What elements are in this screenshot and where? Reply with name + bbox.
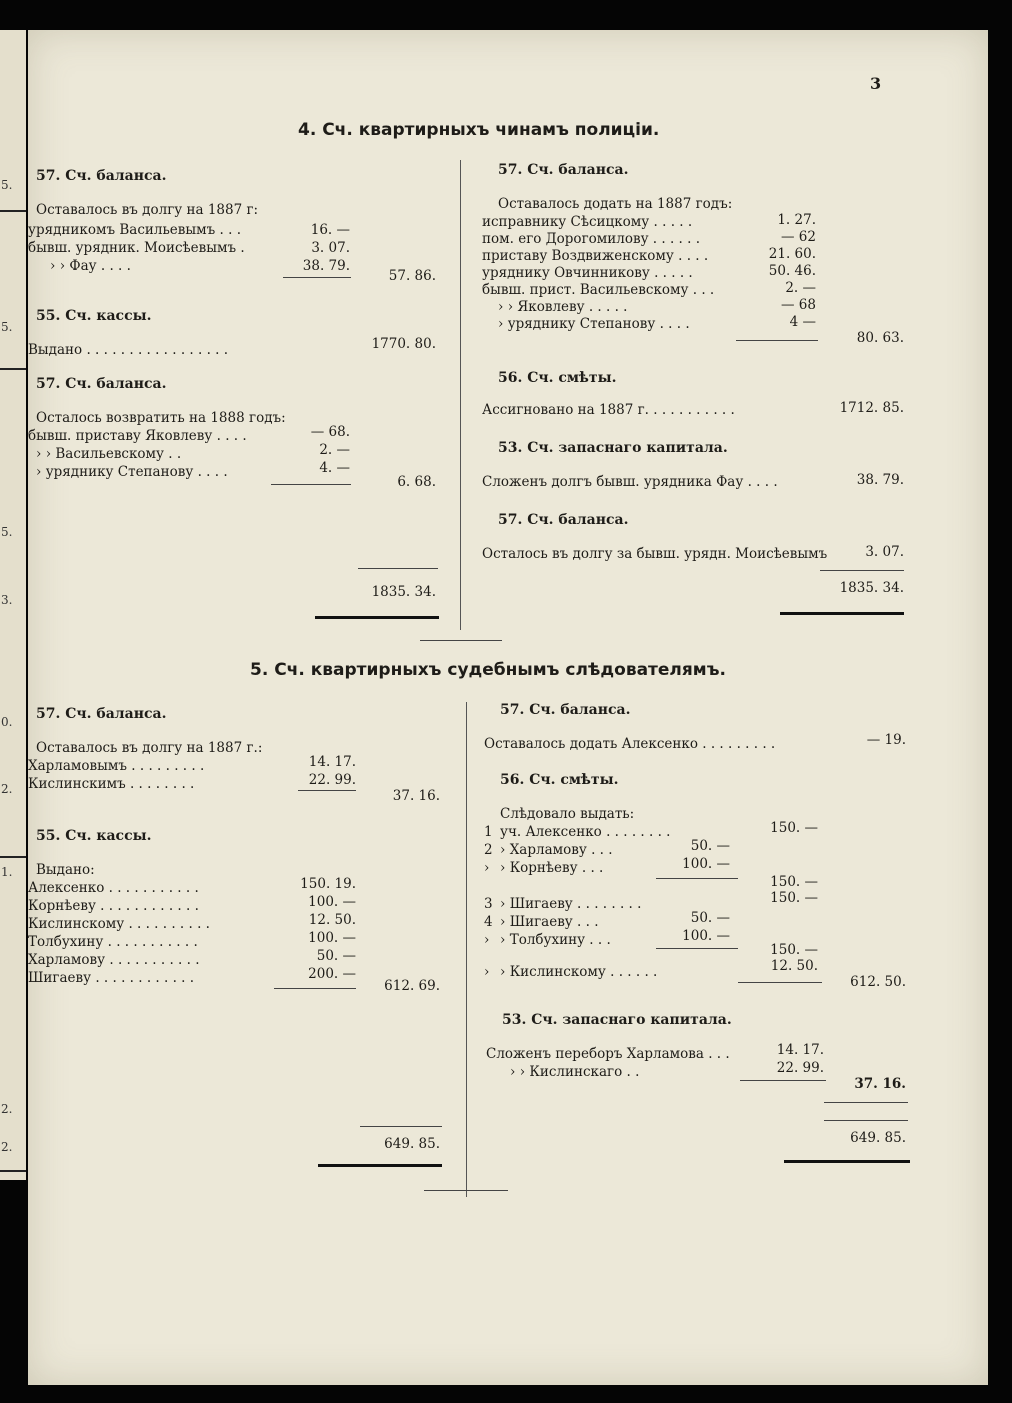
s5-right-b2-row-num: ›	[484, 964, 490, 980]
previous-page-edge	[0, 30, 26, 1180]
s4-right-b1-row-label: исправнику Сѣсицкому . . . . .	[482, 214, 693, 230]
s4-right-b1-row-value: 50. 46.	[768, 263, 816, 279]
s5-right-b1-label: Оставалось додать Алексенко . . . . . . . . .	[484, 736, 776, 752]
s5-left-b2-total: 612. 69.	[384, 978, 440, 994]
s5-right-b3-row-label: Сложенъ переборъ Харламова . . .	[486, 1046, 730, 1062]
s5-right-b2-row-sub: 50. —	[690, 910, 730, 926]
s5-left-b2-intro: Выдано:	[36, 862, 95, 878]
s4-right-b1-row-label: приставу Воздвиженскому . . . .	[482, 248, 709, 264]
s5-left-b2-row-label: Шигаеву . . . . . . . . . . . .	[28, 970, 195, 986]
s5-left-b1-total: 37. 16.	[392, 788, 440, 804]
s4-right-b1-row-value: 1. 27.	[777, 212, 816, 228]
margin-number: 0.	[1, 715, 13, 729]
s5-left-b1-row-value: 22. 99.	[308, 772, 356, 788]
s4-left-b1-row-value: 38. 79.	[302, 258, 350, 274]
s4-right-b1-heading: 57. Сч. баланса.	[498, 162, 629, 178]
s4-left-b1-heading: 57. Сч. баланса.	[36, 168, 167, 184]
s4-right-b2-label: Ассигновано на 1887 г. . . . . . . . . . .	[482, 402, 735, 418]
s4-left-b3-row-value: — 68.	[310, 424, 350, 440]
section-separator	[424, 1190, 508, 1191]
s5-left-b2-row-label: Корнѣеву . . . . . . . . . . . .	[28, 898, 199, 914]
s4-left-b1-row-value: 3. 07.	[311, 240, 350, 256]
s5-left-sum: 649. 85.	[384, 1136, 440, 1152]
document-page	[28, 30, 988, 1385]
s5-left-b2-heading: 55. Сч. кассы.	[36, 828, 152, 844]
s4-left-b3-heading: 57. Сч. баланса.	[36, 376, 167, 392]
s4-right-b1-row-value: 2. —	[785, 280, 816, 296]
s4-left-b1-intro: Оставалось въ долгу на 1887 г:	[36, 202, 259, 218]
s5-right-b2-row-label: › Толбухину . . .	[500, 932, 611, 948]
margin-number: 5.	[1, 525, 13, 539]
s4-left-b3-row-label: бывш. приставу Яковлеву . . . .	[28, 428, 247, 444]
s5-right-b2-row-sub: 100. —	[682, 928, 730, 944]
s4-left-b2-label: Выдано . . . . . . . . . . . . . . . . .	[28, 342, 229, 358]
s4-right-b4-heading: 57. Сч. баланса.	[498, 512, 629, 528]
s4-right-sum: 1835. 34.	[839, 580, 904, 596]
page-number: 3	[870, 74, 882, 93]
margin-number: 1.	[1, 865, 13, 879]
s5-right-b2-row-num: 3	[484, 896, 493, 912]
column-divider	[460, 160, 461, 630]
s5-right-b2-row-num: 1	[484, 824, 493, 840]
s5-left-b2-row-value: 12. 50.	[308, 912, 356, 928]
margin-number: 2.	[1, 1102, 13, 1116]
s5-right-b2-row-num: ›	[484, 860, 490, 876]
s4-right-b1-row-value: 21. 60.	[768, 246, 816, 262]
s4-right-b1-row-value: — 62	[781, 229, 816, 245]
s4-right-b1-row-label: › уряднику Степанову . . . .	[498, 316, 690, 332]
s4-right-b4-label: Осталось въ долгу за бывш. урядн. Моисѣевымъ	[482, 546, 828, 562]
s5-right-b2-row-value: 150. —	[770, 942, 818, 958]
s5-right-b2-row-label: уч. Алексенко . . . . . . . .	[500, 824, 671, 840]
s5-right-b1-total: — 19.	[866, 732, 906, 748]
s5-right-b2-row-num: 2	[484, 842, 493, 858]
s5-right-b2-row-value: 150. —	[770, 820, 818, 836]
s4-right-b1-total: 80. 63.	[856, 330, 904, 346]
s4-right-b1-row-label: пом. его Дорогомилову . . . . . .	[482, 231, 701, 247]
s4-left-b2-total: 1770. 80.	[371, 336, 436, 352]
s5-right-b2-row-value: 150. —	[770, 874, 818, 890]
s5-left-b1-row-label: Кислинскимъ . . . . . . . .	[28, 776, 195, 792]
s4-left-b3-row-label: › › Васильевскому . .	[36, 446, 182, 462]
s4-left-b1-row-label: › › Фау . . . .	[50, 258, 131, 274]
margin-number: 2.	[1, 782, 13, 796]
s5-right-b2-heading: 56. Сч. смѣты.	[500, 772, 619, 788]
s5-left-b2-row-value: 200. —	[308, 966, 356, 982]
s4-left-b3-row-value: 4. —	[319, 460, 350, 476]
s5-right-b2-row-label: › Корнѣеву . . .	[500, 860, 604, 876]
s4-left-b3-intro: Осталось возвратить на 1888 годъ:	[36, 410, 286, 426]
s5-right-b2-intro: Слѣдовало выдать:	[500, 806, 635, 822]
s5-right-b1-heading: 57. Сч. баланса.	[500, 702, 631, 718]
s5-right-b2-row-label: › Шигаеву . . . . . . . .	[500, 896, 642, 912]
s4-left-b3-total: 6. 68.	[397, 474, 436, 490]
s5-right-b2-row-label: › Харламову . . .	[500, 842, 613, 858]
s4-right-b1-row-value: — 68	[781, 297, 816, 313]
section-4-title: 4. Сч. квартирныхъ чинамъ полиціи.	[298, 120, 660, 140]
s4-right-b1-row-label: › › Яковлеву . . . . .	[498, 299, 628, 315]
s5-left-b2-row-label: Толбухину . . . . . . . . . . .	[28, 934, 198, 950]
s5-right-b2-total: 612. 50.	[850, 974, 906, 990]
s5-right-sum: 649. 85.	[850, 1130, 906, 1146]
margin-number: 3.	[1, 593, 13, 607]
s4-right-b1-row-label: уряднику Овчинникову . . . . .	[482, 265, 693, 281]
s5-left-b1-row-label: Харламовымъ . . . . . . . . .	[28, 758, 205, 774]
margin-number: 5.	[1, 320, 13, 334]
s5-left-b2-row-label: Кислинскому . . . . . . . . . .	[28, 916, 210, 932]
s5-right-b2-row-num: ›	[484, 932, 490, 948]
s5-left-b2-row-value: 100. —	[308, 894, 356, 910]
s4-right-b1-row-value: 4 —	[789, 314, 816, 330]
s4-left-b3-row-label: › уряднику Степанову . . . .	[36, 464, 228, 480]
section-5-title: 5. Сч. квартирныхъ судебнымъ слѣдователямъ.	[250, 660, 726, 680]
s5-left-b2-row-label: Харламову . . . . . . . . . . .	[28, 952, 200, 968]
s5-right-b2-row-label: › Кислинскому . . . . . .	[500, 964, 658, 980]
s5-right-b3-total: 37. 16.	[854, 1076, 906, 1092]
s4-right-b3-label: Сложенъ долгъ бывш. урядника Фау . . . .	[482, 474, 778, 490]
s4-right-b2-heading: 56. Сч. смѣты.	[498, 370, 617, 386]
s5-left-b1-heading: 57. Сч. баланса.	[36, 706, 167, 722]
column-divider	[466, 702, 467, 1197]
s5-right-b2-row-sub: 50. —	[690, 838, 730, 854]
s4-right-b1-intro: Оставалось додать на 1887 годъ:	[498, 196, 733, 212]
section-separator	[420, 640, 502, 641]
s5-left-b1-row-value: 14. 17.	[308, 754, 356, 770]
s4-right-b1-row-label: бывш. прист. Васильевскому . . .	[482, 282, 715, 298]
s5-right-b3-row-value: 22. 99.	[776, 1060, 824, 1076]
s4-right-b3-total: 38. 79.	[856, 472, 904, 488]
s4-left-b1-total: 57. 86.	[388, 268, 436, 284]
s5-right-b2-row-num: 4	[484, 914, 493, 930]
s4-left-sum: 1835. 34.	[371, 584, 436, 600]
s5-left-b2-row-value: 50. —	[316, 948, 356, 964]
s4-left-b1-row-label: бывш. урядник. Моисѣевымъ .	[28, 240, 245, 256]
s5-left-b1-intro: Оставалось въ долгу на 1887 г.:	[36, 740, 263, 756]
s5-right-b2-row-sub: 100. —	[682, 856, 730, 872]
s5-right-b2-row-value: 150. —	[770, 890, 818, 906]
s5-left-b2-row-value: 100. —	[308, 930, 356, 946]
s4-left-b1-row-label: урядникомъ Васильевымъ . . .	[28, 222, 241, 238]
s4-left-b1-row-value: 16. —	[310, 222, 350, 238]
margin-number: 5.	[1, 178, 13, 192]
s5-right-b3-heading: 53. Сч. запаснаго капитала.	[502, 1012, 732, 1028]
s5-left-b2-row-value: 150. 19.	[300, 876, 356, 892]
s4-left-b2-heading: 55. Сч. кассы.	[36, 308, 152, 324]
margin-number: 2.	[1, 1140, 13, 1154]
s5-right-b2-row-label: › Шигаеву . . .	[500, 914, 599, 930]
s5-right-b3-row-label: › › Кислинскаго . .	[510, 1064, 640, 1080]
s5-right-b3-row-value: 14. 17.	[776, 1042, 824, 1058]
s4-right-b4-total: 3. 07.	[865, 544, 904, 560]
s4-right-b2-total: 1712. 85.	[839, 400, 904, 416]
s5-right-b2-row-value: 12. 50.	[770, 958, 818, 974]
s5-left-b2-row-label: Алексенко . . . . . . . . . . .	[28, 880, 199, 896]
s4-right-b3-heading: 53. Сч. запаснаго капитала.	[498, 440, 728, 456]
s4-left-b3-row-value: 2. —	[319, 442, 350, 458]
